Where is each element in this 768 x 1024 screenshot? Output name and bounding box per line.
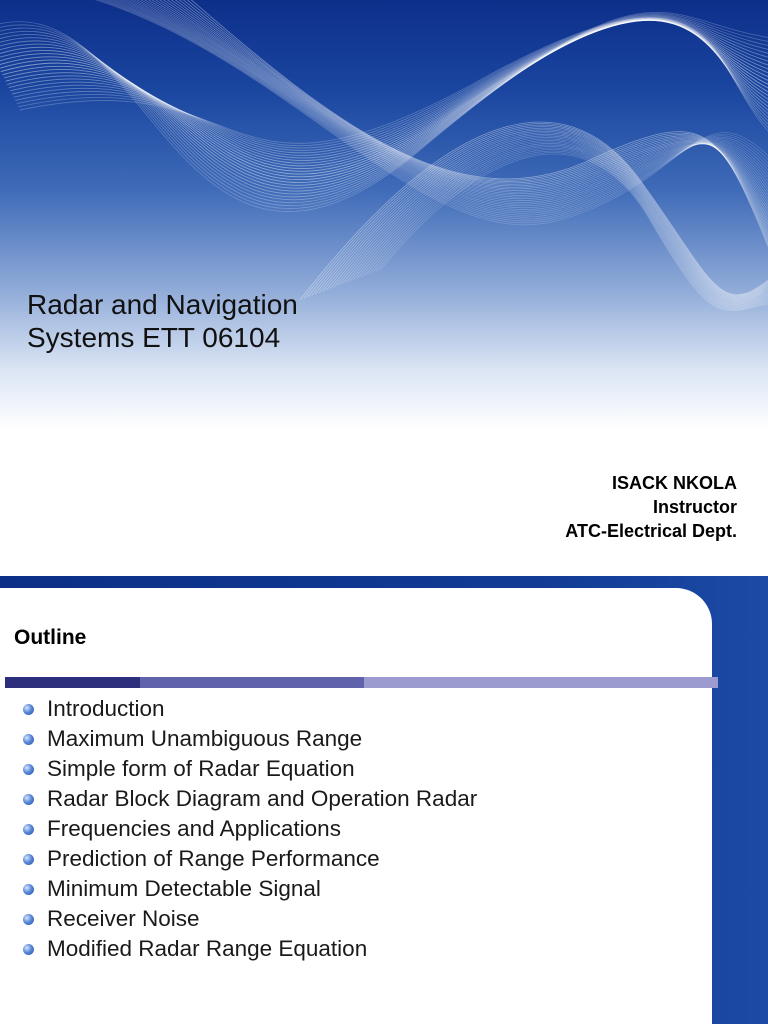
list-item [23, 754, 477, 784]
divider-segment-mid [140, 677, 364, 688]
heading-divider [5, 677, 718, 688]
list-item-text: Frequencies and Applications [47, 816, 341, 841]
bullet-icon [23, 854, 34, 865]
list-item [23, 844, 477, 874]
wave-line [9, 20, 768, 160]
slide-title-line-2: Systems ETT 06104 [27, 322, 281, 353]
list-item-text: Maximum Unambiguous Range [47, 726, 363, 751]
divider-segment-light [364, 677, 718, 688]
divider-segment-dark [5, 677, 140, 688]
content-panel [0, 588, 712, 1024]
bullet-icon [23, 734, 34, 745]
list-item-text: Prediction of Range Performance [47, 846, 380, 871]
bullet-icon [23, 914, 34, 925]
presenter-name: ISACK NKOLA [612, 473, 737, 493]
presenter-info [565, 471, 737, 543]
abstract-wave-lines-icon [0, 0, 768, 420]
wave-line [0, 15, 768, 202]
outline-heading: Outline [14, 626, 87, 649]
bullet-icon [23, 764, 34, 775]
list-item [23, 934, 477, 964]
list-item-text: Radar Block Diagram and Operation Radar [47, 786, 478, 811]
list-item [23, 784, 477, 814]
bullet-icon [23, 704, 34, 715]
list-item [23, 724, 477, 754]
wave-line [7, 20, 768, 163]
list-item-text: Introduction [47, 696, 165, 721]
list-item-text: Receiver Noise [47, 906, 200, 931]
list-item [23, 904, 477, 934]
wave-line [0, 13, 768, 208]
list-item [23, 694, 477, 724]
outline-list [23, 694, 477, 964]
slide-title [27, 288, 298, 354]
presenter-role: Instructor [652, 497, 737, 517]
list-item-text: Modified Radar Range Equation [47, 936, 368, 961]
list-item-text: Simple form of Radar Equation [47, 756, 355, 781]
bullet-icon [23, 944, 34, 955]
list-item-text: Minimum Detectable Signal [47, 876, 321, 901]
outline-slide [0, 576, 768, 1024]
list-item [23, 874, 477, 904]
list-item [23, 814, 477, 844]
bullet-icon [23, 884, 34, 895]
bullet-icon [23, 824, 34, 835]
bullet-icon [23, 794, 34, 805]
wave-line [0, 12, 768, 211]
presenter-department: ATC-Electrical Dept. [565, 521, 737, 541]
wave-line [136, 0, 768, 256]
slide-title-line-1: Radar and Navigation [27, 289, 298, 320]
